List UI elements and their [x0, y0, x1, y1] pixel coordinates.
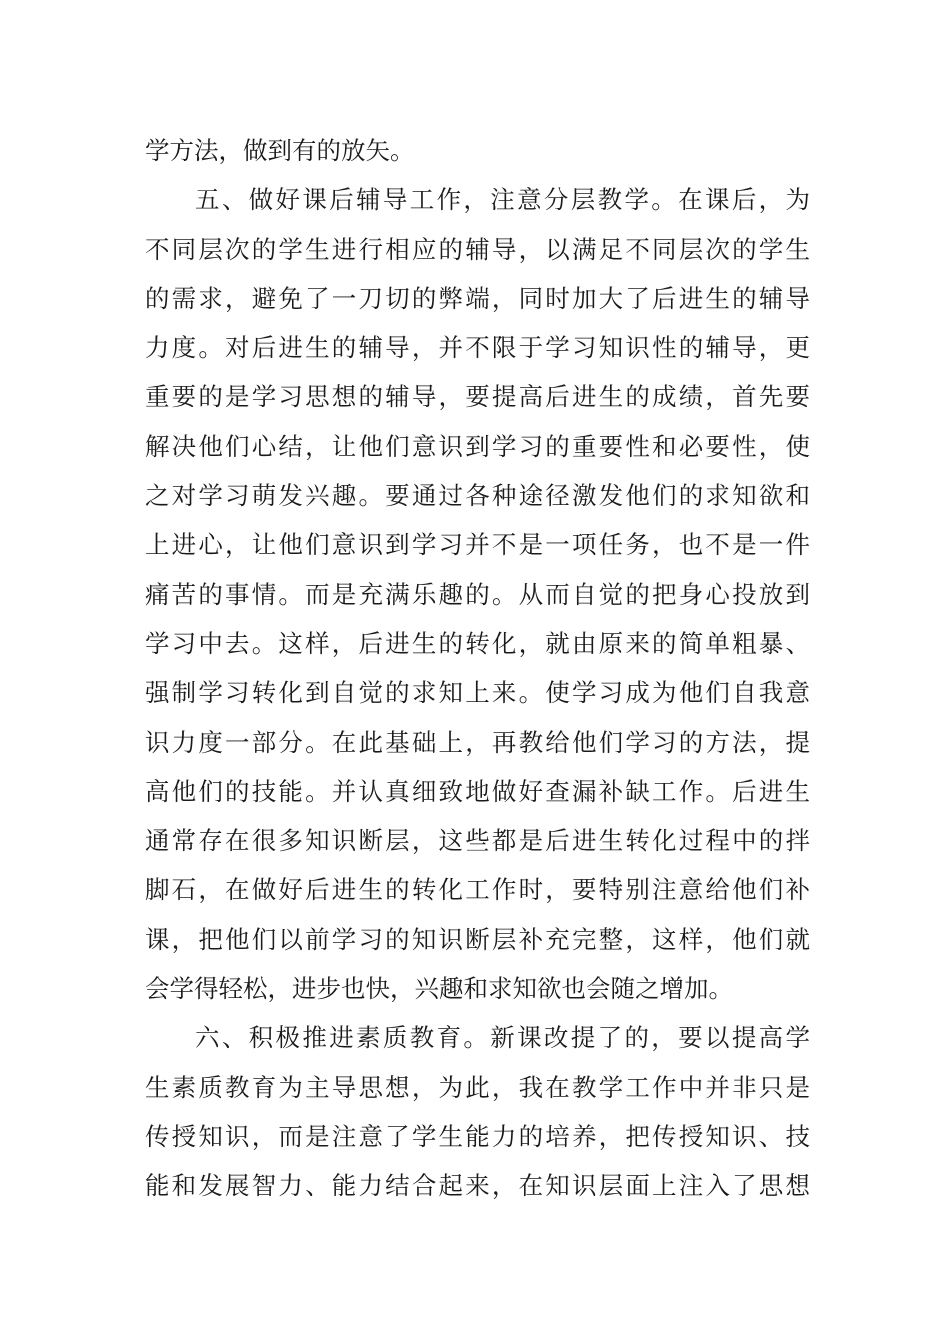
text-line: 解决他们心结，让他们意识到学习的重要性和必要性，使 [145, 431, 810, 461]
text-line: 传授知识，而是注意了学生能力的培养，把传授知识、技 [145, 1121, 810, 1151]
text-line: 脚石，在做好后进生的转化工作时，要特别注意给他们补 [145, 875, 810, 905]
text-line: 识力度一部分。在此基础上，再教给他们学习的方法，提 [145, 727, 810, 757]
text-line: 五、做好课后辅导工作，注意分层教学。在课后，为 [195, 185, 810, 215]
text-line: 通常存在很多知识断层，这些都是后进生转化过程中的拌 [145, 826, 810, 856]
text-line: 强制学习转化到自觉的求知上来。使学习成为他们自我意 [145, 678, 810, 708]
text-line: 力度。对后进生的辅导，并不限于学习知识性的辅导，更 [145, 333, 810, 363]
text-line: 重要的是学习思想的辅导，要提高后进生的成绩，首先要 [145, 382, 810, 412]
text-line: 学习中去。这样，后进生的转化，就由原来的简单粗暴、 [145, 628, 810, 658]
text-line: 学方法，做到有的放矢。 [145, 136, 415, 165]
text-line: 之对学习萌发兴趣。要通过各种途径激发他们的求知欲和 [145, 481, 810, 511]
text-line: 不同层次的学生进行相应的辅导，以满足不同层次的学生 [145, 234, 810, 264]
text-line: 课，把他们以前学习的知识断层补充完整，这样，他们就 [145, 924, 810, 954]
body-text [145, 126, 810, 1211]
text-line: 痛苦的事情。而是充满乐趣的。从而自觉的把身心投放到 [145, 579, 810, 609]
text-line: 六、积极推进素质教育。新课改提了的，要以提高学 [195, 1023, 810, 1053]
text-line: 能和发展智力、能力结合起来，在知识层面上注入了思想 [145, 1171, 810, 1201]
text-line: 上进心，让他们意识到学习并不是一项任务，也不是一件 [145, 530, 810, 560]
text-line: 会学得轻松，进步也快，兴趣和求知欲也会随之增加。 [145, 974, 733, 1004]
text-line: 生素质教育为主导思想，为此，我在教学工作中并非只是 [145, 1072, 810, 1102]
text-line: 的需求，避免了一刀切的弊端，同时加大了后进生的辅导 [145, 283, 810, 313]
text-line: 高他们的技能。并认真细致地做好查漏补缺工作。后进生 [145, 776, 810, 806]
